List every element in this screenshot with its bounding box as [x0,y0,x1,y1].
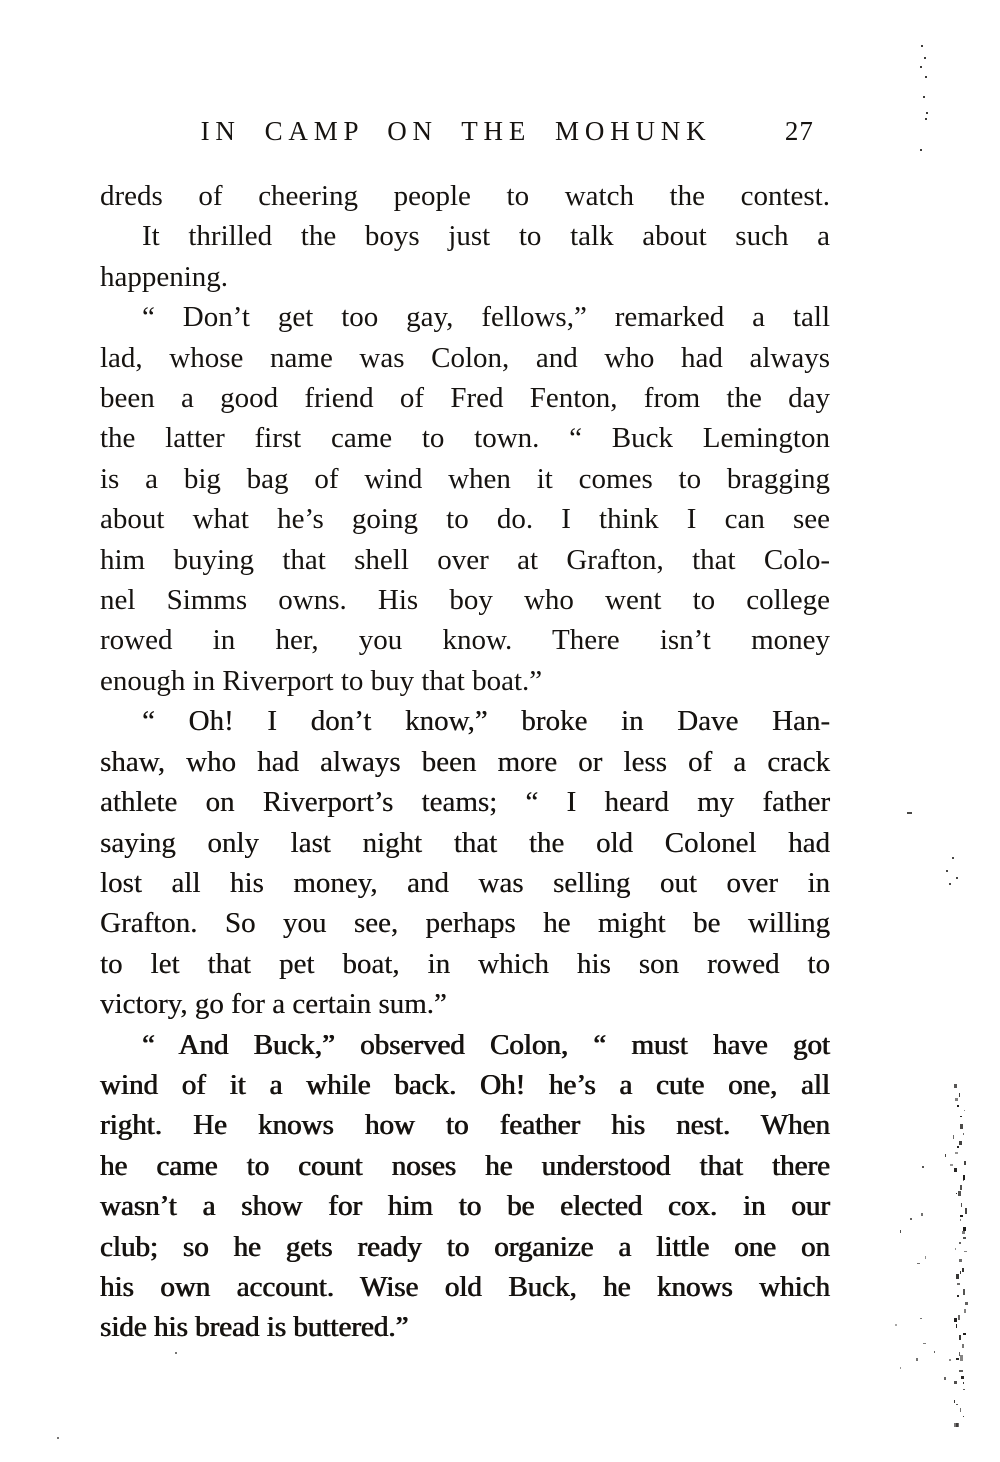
text-line: him buying that shell over at Grafton, that Colo- [100,543,830,576]
scan-speck [924,57,926,59]
scan-speck [954,1400,955,1403]
scan-speck [907,812,912,814]
text-line: his own account. Wise old Buck, he knows which [100,1270,830,1303]
scan-speck [921,45,923,47]
scan-speck [956,1358,958,1361]
scan-speck [958,1315,960,1320]
text-line: lad, whose name was Colon, and who had always [100,341,830,374]
scan-speck [925,1256,926,1259]
paragraph [100,701,830,1024]
text-line: dreds of cheering people to watch the contest. [100,180,830,212]
scan-speck [962,1268,965,1271]
scan-speck [962,1344,964,1348]
scan-speck [956,1404,958,1405]
scan-speck [959,1335,961,1339]
scan-speck [952,857,954,859]
scan-speck [956,1423,959,1427]
scan-speck [956,1274,959,1279]
scan-speck [955,1248,956,1250]
scan-speck [963,1227,966,1231]
scan-speck [956,1193,957,1194]
scan-speck [964,1161,966,1166]
text-line: right. He knows how to feather his nest. When [100,1109,830,1142]
scan-speck [961,1203,962,1207]
scan-speck [959,1141,962,1145]
scan-speck [954,1381,957,1383]
scan-speck [925,76,927,78]
text-line: is a big bag of wind when it comes to bragging [100,462,830,495]
scan-speck [920,149,922,151]
scan-speck [954,1423,957,1427]
scan-speck [945,1154,946,1157]
text-line: athlete on Riverport’s teams; “ I heard my father [100,786,830,819]
scan-speck [57,1437,59,1439]
scan-speck [963,1289,965,1294]
scan-speck [965,1302,968,1305]
scan-speck [963,1416,964,1418]
text-line: happening. [100,260,229,293]
paragraph [100,176,830,216]
scan-speck [957,1146,958,1148]
scan-speck [921,1213,924,1216]
scan-speck [954,1318,957,1322]
scan-speck [963,1333,966,1335]
scan-speck [959,1370,962,1372]
scan-speck [963,1175,965,1180]
scan-speck [946,870,948,872]
scan-speck [934,1351,936,1353]
text-line: enough in Riverport to buy that boat.” [100,664,543,697]
text-line: nel Simms owns. His boy who went to college [100,584,830,617]
scan-speck [955,1152,958,1155]
scan-speck [955,1098,958,1101]
text-line: wind of it a while back. Oh! he’s a cute one, all [100,1068,830,1101]
scan-speck [922,1166,924,1168]
scan-speck [916,1358,917,1360]
page-header [100,114,830,150]
text-line: to let that pet boat, in which his son rowed to [100,947,830,980]
text-line: victory, go for a certain sum.” [100,988,447,1021]
scan-speck [965,1208,967,1213]
scan-speck [900,1367,901,1368]
scan-speck [917,1263,920,1264]
scan-speck [964,1110,965,1112]
scan-speck [956,877,958,879]
paragraph [100,1025,830,1348]
text-line: “ And Buck,” observed Colon, “ must have got [142,1028,830,1061]
scan-speck [895,1324,897,1327]
scan-speck [960,1116,963,1117]
text-line: It thrilled the boys just to talk about such a [142,220,830,253]
scan-speck [950,1164,953,1166]
scan-speck [964,1251,967,1252]
text-line: shaw, who had always been more or less of a crack [100,745,830,778]
text-line: rowed in her, you know. There isn’t money [100,624,830,657]
scan-speck [960,1355,963,1360]
text-line: side his bread is buttered.” [100,1311,409,1344]
scan-speck [959,1259,962,1262]
scan-speck [920,66,922,68]
scan-speck [957,1283,960,1285]
scan-speck [960,1219,961,1222]
text-line: “ Oh! I don’t know,” broke in Dave Han- [142,705,830,738]
running-title: IN CAMP ON THE MOHUNK [200,116,712,146]
scan-speck [959,1352,960,1356]
text-line: he came to count noses he understood that there [100,1149,830,1182]
text-line: been a good friend of Fred Fenton, from the day [100,382,830,415]
scan-speck [925,118,927,120]
text-line: saying only last night that the old Colonel had [100,826,830,859]
scan-speck [960,1271,962,1274]
scan-speck [926,112,928,114]
scan-speck [959,1242,960,1244]
scan-speck [959,1093,961,1096]
scan-speck [962,1231,965,1234]
scan-speck [960,1215,963,1217]
scan-speck [960,1408,961,1412]
scan-speck [175,1352,177,1354]
text-line: “ Don’t get too gay, fellows,” remarked a tall [142,301,830,334]
scan-speck [958,1191,961,1195]
body-text [100,176,830,1348]
scan-speck [963,1133,964,1135]
scan-speck [957,1295,959,1297]
scan-speck [954,1084,957,1088]
scan-speck [963,1237,966,1239]
scan-speck [949,883,951,885]
scan-speck [923,96,925,98]
text-line: lost all his money, and was selling out over in [100,866,830,899]
text-line: wasn’t a show for him to be elected cox. in our [100,1190,830,1223]
scan-speck [964,1309,966,1313]
scan-speck [949,1359,951,1361]
scan-speck [910,1218,912,1220]
scan-speck [900,1230,902,1233]
scan-speck [957,1105,959,1107]
scan-speck [963,1382,964,1384]
scan-speck [920,1318,922,1319]
scan-speck [963,1389,966,1390]
scan-speck [956,1324,957,1328]
scan-speck [944,1377,946,1380]
page-number: 27 [784,116,814,146]
text-line: the latter first came to town. “ Buck Lemington [100,422,830,455]
scan-speck [953,1135,954,1139]
scan-speck [960,1185,963,1190]
scan-speck [960,1124,963,1129]
text-line: club; so he gets ready to organize a little one on [100,1230,830,1263]
paragraph [100,216,830,297]
scan-speck [954,1168,956,1172]
text-line: Grafton. So you see, perhaps he might be willing [100,907,830,940]
paragraph [100,297,830,701]
scan-speck [963,1177,964,1180]
scan-speck [923,1343,925,1344]
scan-speck [961,1376,964,1379]
text-line: about what he’s going to do. I think I can see [100,503,830,536]
